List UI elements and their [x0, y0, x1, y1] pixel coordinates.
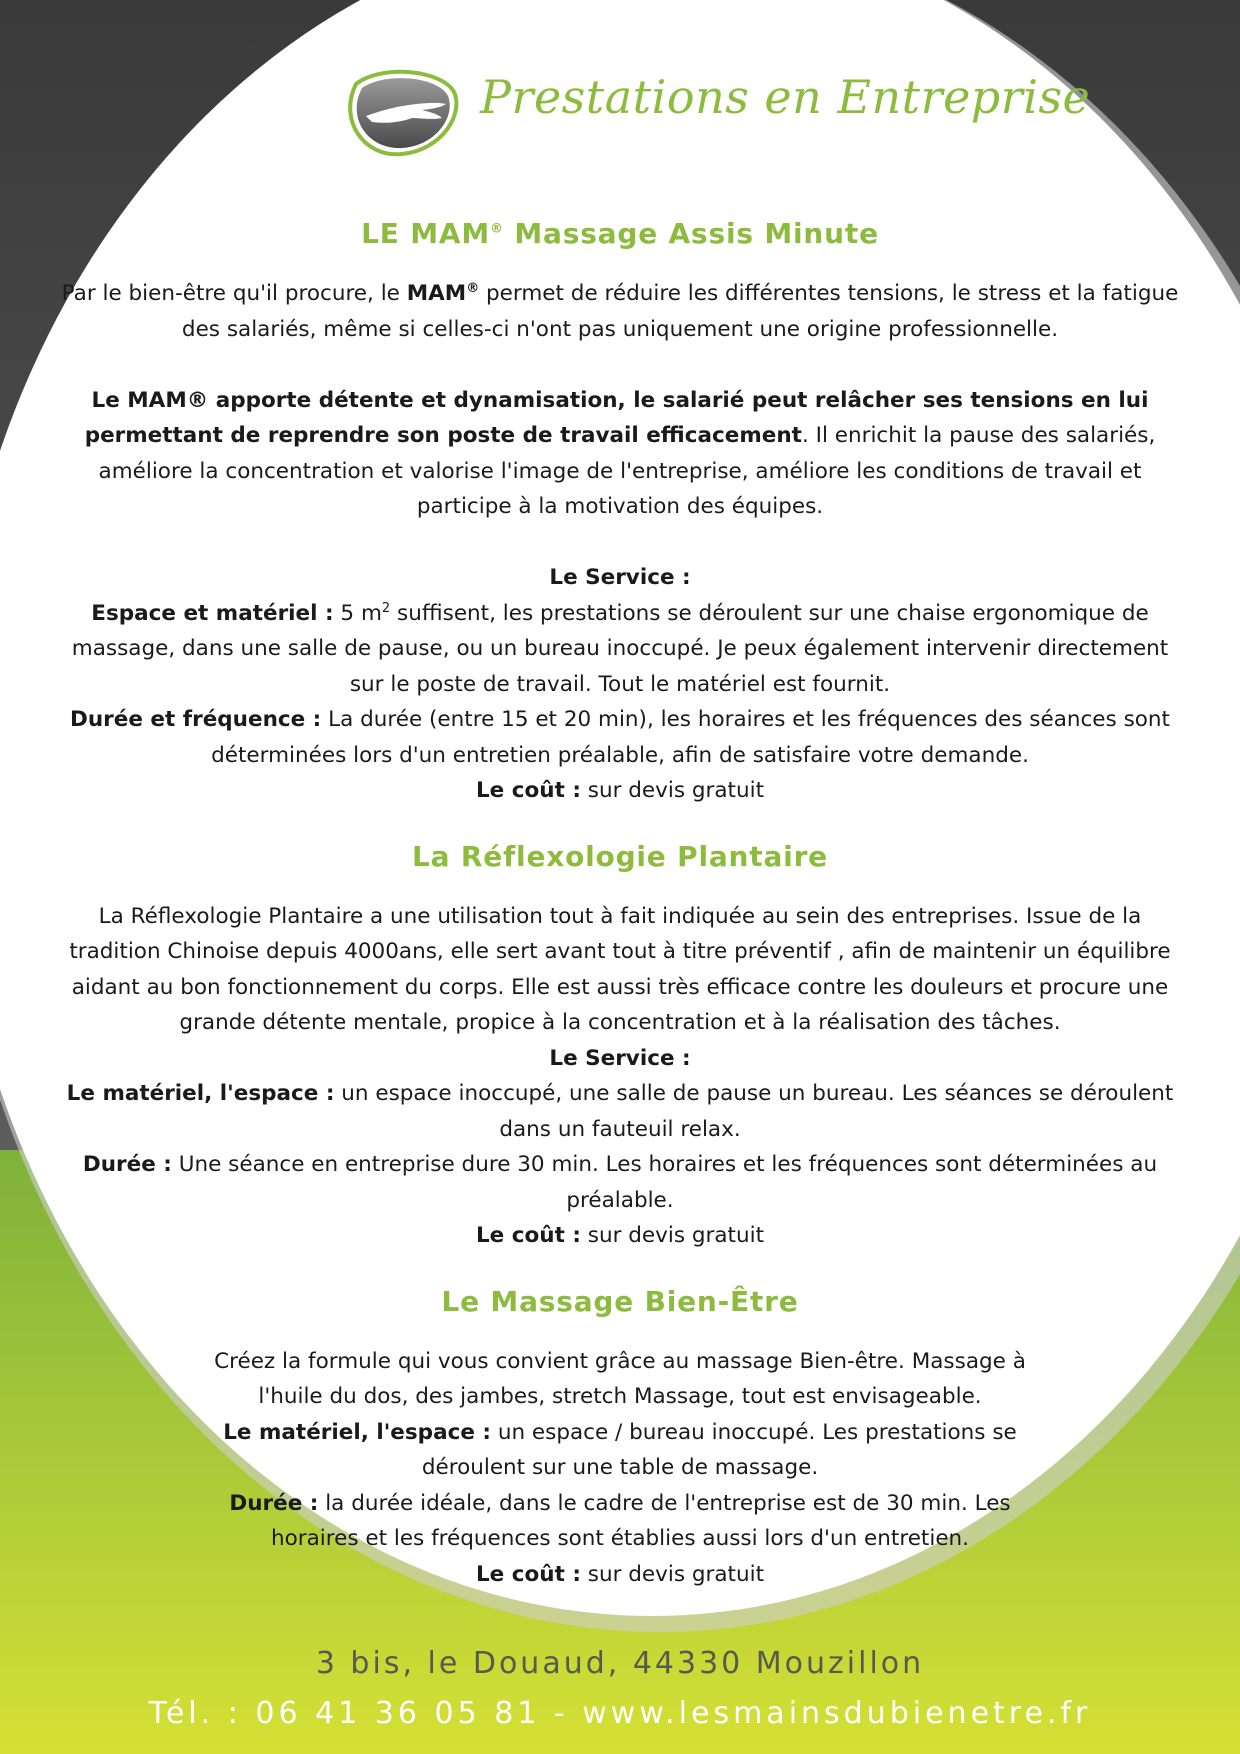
mam-espace: [58, 596, 1182, 703]
reflexo-cout: [58, 1218, 1182, 1254]
service-label: Le Service :: [549, 1045, 691, 1071]
mam-duree: [58, 702, 1182, 773]
cout-label: Le coût :: [475, 778, 581, 803]
materiel-label: Le matériel, l'espace :: [66, 1081, 335, 1106]
materiel-label: Le matériel, l'espace :: [223, 1419, 491, 1445]
reflexo-materiel: [58, 1076, 1182, 1147]
reflexo-intro: La Réflexologie Plantaire a une utilisation tout à fait indiquée au sein des entreprises. Issue de la tradition Chinoise depuis 4000ans, elle sert avant tout à titre préventif , afin de maintenir un équilibre aidant au bon fonctionnement du corps. Elle est aussi très efficace contre les douleurs et procure une grande détente mentale, propice à la concentration et à la réalisation des tâches.: [69, 903, 1171, 1035]
duree-label: Durée :: [229, 1490, 319, 1516]
registered-mark: ®: [466, 280, 480, 296]
mam-paragraph-1: [58, 276, 1182, 347]
spacer: [58, 809, 1182, 837]
reflexo-service-heading: [58, 1041, 1182, 1077]
section-title-massage: Le Massage Bien-Être: [441, 1284, 799, 1318]
espace-text-a: 5 m: [333, 600, 382, 626]
duree-text: Une séance en entreprise dure 30 min. Les horaires et les fréquences sont déterminées au préalable.: [171, 1152, 1158, 1213]
spacer: [58, 347, 1182, 383]
duree-text: la durée idéale, dans le cadre de l'entreprise est de 30 min. Les horaires et les fréquences sont établies aussi lors d'un entretien.: [270, 1490, 1011, 1551]
cout-text: sur devis gratuit: [580, 1561, 765, 1587]
cout-label: Le coût :: [475, 1561, 581, 1587]
massage-intro: Créez la formule qui vous convient grâce au massage Bien-être. Massage à l'huile du dos, des jambes, stretch Massage, tout est envisageable.: [214, 1348, 1026, 1409]
service-label: Le Service :: [549, 565, 691, 590]
content-body: [58, 214, 1182, 1592]
duree-text: La durée (entre 15 et 20 min), les horaires et les fréquences des séances sont déterminées lors d'un entretien préalable, afin de satisfaire votre demande.: [211, 707, 1170, 768]
cout-text: sur devis gratuit: [580, 1223, 765, 1248]
mam-paragraph-2: [58, 383, 1182, 525]
mam-p1-text-a: Par le bien-être qu'il procure, le: [61, 281, 407, 306]
duree-label: Durée et fréquence :: [70, 707, 322, 732]
mam-title-text: LE MAM: [361, 217, 491, 250]
section-title-mam: [58, 214, 1182, 254]
mam-p2-text: . Il enrichit la pause des salariés, améliore la concentration et valorise l'image de l'entreprise, améliore les conditions de travail et participe à la motivation des équipes.: [98, 423, 1156, 519]
footer-contact: Tél. : 06 41 36 05 81 - www.lesmainsdubienetre.fr: [148, 1696, 1092, 1731]
cout-label: Le coût :: [475, 1223, 581, 1248]
mam-cout: [58, 773, 1182, 809]
cout-text: sur devis gratuit: [580, 778, 765, 803]
section-title-reflexologie: La Réflexologie Plantaire: [412, 839, 828, 873]
materiel-text: un espace inoccupé, une salle de pause un bureau. Les séances se déroulent dans un fauteuil relax.: [334, 1081, 1174, 1142]
square-sup: 2: [381, 600, 391, 616]
materiel-text: un espace / bureau inoccupé. Les prestations se déroulent sur une table de massage.: [421, 1419, 1017, 1480]
massage-duree: [208, 1486, 1032, 1557]
espace-text-b: suffisent, les prestations se déroulent sur une chaise ergonomique de massage, dans une salle de pause, ou un bureau inoccupé. Je peux également intervenir directement sur le poste de travail. Tout le matériel est fournit.: [71, 600, 1169, 697]
espace-label: Espace et matériel :: [91, 600, 334, 626]
mam-service-heading: [58, 560, 1182, 596]
spacer: [58, 1254, 1182, 1282]
open-hand-icon: [342, 66, 462, 158]
page-title: Prestations en Entreprise: [480, 70, 1091, 124]
mam-p1-bold: MAM: [406, 281, 467, 306]
mam-p2-bold: Le MAM® apporte détente et dynamisation, le salarié peut relâcher ses tensions en lui permettant de reprendre son poste de travail efficacement: [84, 387, 1149, 448]
mam-title-rest: Massage Assis Minute: [503, 217, 879, 250]
massage-materiel: [208, 1415, 1032, 1486]
spacer: [58, 525, 1182, 561]
mam-p1-text-b: permet de réduire les différentes tensions, le stress et la fatigue des salariés, même si celles-ci n'ont pas uniquement une origine professionnelle.: [181, 281, 1179, 342]
registered-mark: ®: [490, 221, 504, 237]
massage-block: [58, 1344, 1182, 1593]
massage-cout: [208, 1557, 1032, 1593]
reflexo-duree: [58, 1147, 1182, 1218]
footer-address: 3 bis, le Douaud, 44330 Mouzillon: [315, 1646, 925, 1681]
duree-label: Durée :: [82, 1152, 172, 1177]
